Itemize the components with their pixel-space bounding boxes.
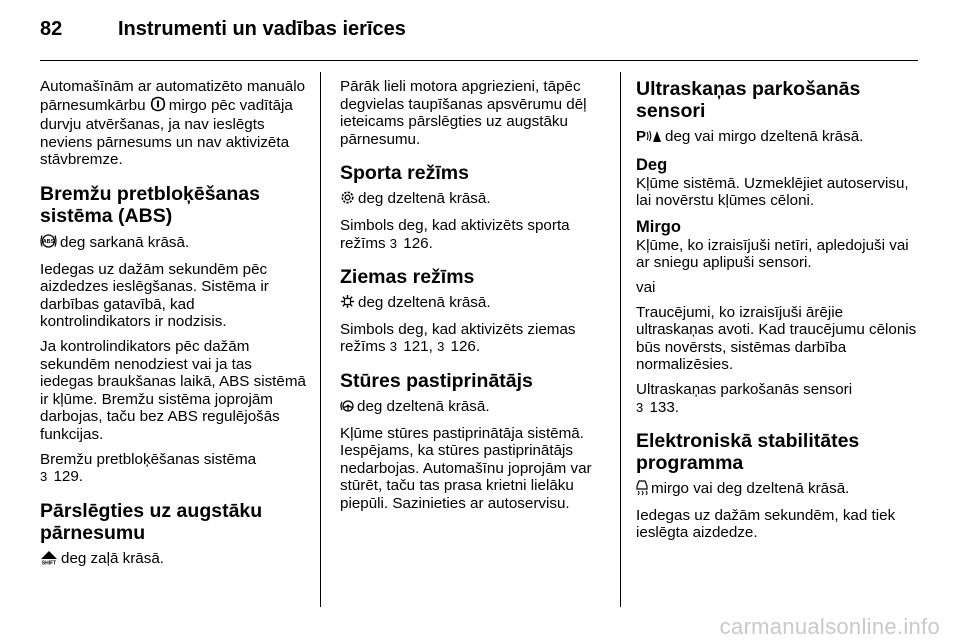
abs-icon bbox=[40, 233, 57, 254]
column-divider-1 bbox=[320, 72, 321, 607]
reference-arrow-icon: 3 bbox=[389, 235, 398, 251]
upshift-paragraph: Pārāk lieli motora apgriezieni, tāpēc degvielas taupīšanas apsvērumu dēļ ieteicams pārslēgties uz augstāku pārnesumu. bbox=[340, 78, 587, 148]
winter-heading: Ziemas režīms bbox=[340, 266, 475, 289]
column-3 bbox=[636, 78, 922, 549]
sport-paragraph: Simbols deg, kad aktivizēts sporta režīms 3 126. bbox=[340, 216, 570, 252]
intro-paragraph: Automašīnām ar automatizēto manuālo pārnesumkārbu mirgo pēc vadītāja durvju atvēršanas, ja nav ieslēgts neviens pārnesums un nav aktivizēta stāvbremze. bbox=[40, 78, 306, 169]
column-2 bbox=[340, 78, 608, 520]
parking-reference-paragraph: Ultraskaņas parkošanās sensori 3 133. bbox=[636, 380, 853, 416]
reference-arrow-icon: 3 bbox=[40, 469, 48, 485]
sport-heading: Sporta režīms bbox=[340, 162, 469, 185]
deg-paragraph: Kļūme sistēmā. Uzmeklējiet autoservisu, lai novērstu kļūmes cēloni. bbox=[636, 174, 909, 210]
upshift-heading: Pārslēgties uz augstāku pārnesumu bbox=[40, 499, 263, 544]
esp-car-icon bbox=[636, 480, 648, 500]
esp-paragraph: Iedegas uz dažām sekundēm, kad tiek ieslēgta aizdedze. bbox=[636, 506, 896, 542]
or-text: vai bbox=[636, 278, 656, 296]
snowflake-icon bbox=[340, 294, 355, 314]
reference-arrow-icon: 3 bbox=[389, 339, 398, 355]
page-reference[interactable]: 121, bbox=[403, 338, 433, 356]
upshift-icon bbox=[40, 551, 58, 570]
abs-paragraph-2: Ja kontrolindikators pēc dažām sekundēm nenodziest vai ja tas iedegas braukšanas laikā, ABS sistēmā ir kļūme. Bremžu sistēma joprojām darbojas, taču bez ABS regulējošās funkcijas. bbox=[40, 337, 306, 443]
header-rule bbox=[40, 60, 918, 61]
parking-status: P deg vai mirgo dzeltenā krāsā. bbox=[636, 128, 922, 148]
mirgo-paragraph-2: Traucējumi, ko izraisījuši ārējie ultraskaņas avoti. Kad traucējumu cēlonis būs novērsts, sistēmas darbība normalizēsies. bbox=[636, 303, 917, 374]
deg-heading: Deg bbox=[636, 155, 668, 174]
column-divider-2 bbox=[620, 72, 621, 607]
page-number: 82 bbox=[40, 18, 63, 40]
column-1 bbox=[40, 78, 308, 576]
winter-status: deg dzeltenā krāsā. bbox=[340, 294, 608, 314]
page-header bbox=[40, 18, 406, 41]
page-reference[interactable]: 126. bbox=[403, 234, 433, 252]
mirgo-paragraph: Kļūme, ko izraisījuši netīri, apledojuši vai ar sniegu aplipuši sensori. bbox=[636, 236, 909, 272]
abs-paragraph-3: Bremžu pretbloķēšanas sistēma 3 129. bbox=[40, 450, 257, 486]
esp-heading: Elektroniskā stabilitātes programma bbox=[636, 430, 860, 475]
mirgo-heading: Mirgo bbox=[636, 217, 681, 236]
parking-sensor-icon bbox=[636, 128, 662, 148]
reference-arrow-icon: 3 bbox=[437, 339, 445, 355]
abs-heading: Bremžu pretbloķēšanas sistēma (ABS) bbox=[40, 182, 260, 227]
page-title: Instrumenti un vadības ierīces bbox=[118, 18, 406, 40]
page-reference[interactable]: 133. bbox=[649, 398, 680, 416]
watermark: carmanualsonline.info bbox=[719, 614, 940, 639]
gear-selector-icon bbox=[150, 96, 166, 117]
svg-text:ABS: ABS bbox=[42, 238, 55, 245]
abs-status: ABS deg sarkanā krāsā. bbox=[40, 233, 308, 254]
page-reference[interactable]: 129. bbox=[53, 468, 84, 486]
upshift-status: SHIFT deg zaļā krāsā. bbox=[40, 550, 308, 570]
page-reference[interactable]: 126. bbox=[450, 338, 481, 356]
steering-status: deg dzeltenā krāsā. bbox=[340, 398, 608, 418]
steering-paragraph: Kļūme stūres pastiprinātāja sistēmā. Iespējams, ka stūres pastiprinātājs nedarbojas. Automašīnu joprojām var stūrēt, taču tas prasa krietni lielāku piepūli. Sazinieties ar autoservisu. bbox=[340, 424, 592, 512]
abs-paragraph-1: Iedegas uz dažām sekundēm pēc aizdedzes ieslēgšanas. Sistēma ir darbības gatavībā, kad kontrolindikators ir nodzisis. bbox=[40, 260, 269, 331]
steering-heading: Stūres pastiprinātājs bbox=[340, 369, 533, 392]
steering-wheel-icon bbox=[340, 399, 354, 418]
esp-status: mirgo vai deg dzeltenā krāsā. bbox=[636, 480, 922, 500]
sport-mode-icon bbox=[340, 190, 355, 210]
svg-text:P: P bbox=[636, 128, 647, 143]
winter-paragraph: Simbols deg, kad aktivizēts ziemas režīms 3 121, 3 126. bbox=[340, 320, 576, 356]
reference-arrow-icon: 3 bbox=[636, 399, 644, 415]
parking-heading: Ultraskaņas parkošanās sensori bbox=[636, 78, 861, 122]
svg-text:SHIFT: SHIFT bbox=[41, 560, 57, 565]
sport-status: deg dzeltenā krāsā. bbox=[340, 190, 608, 210]
